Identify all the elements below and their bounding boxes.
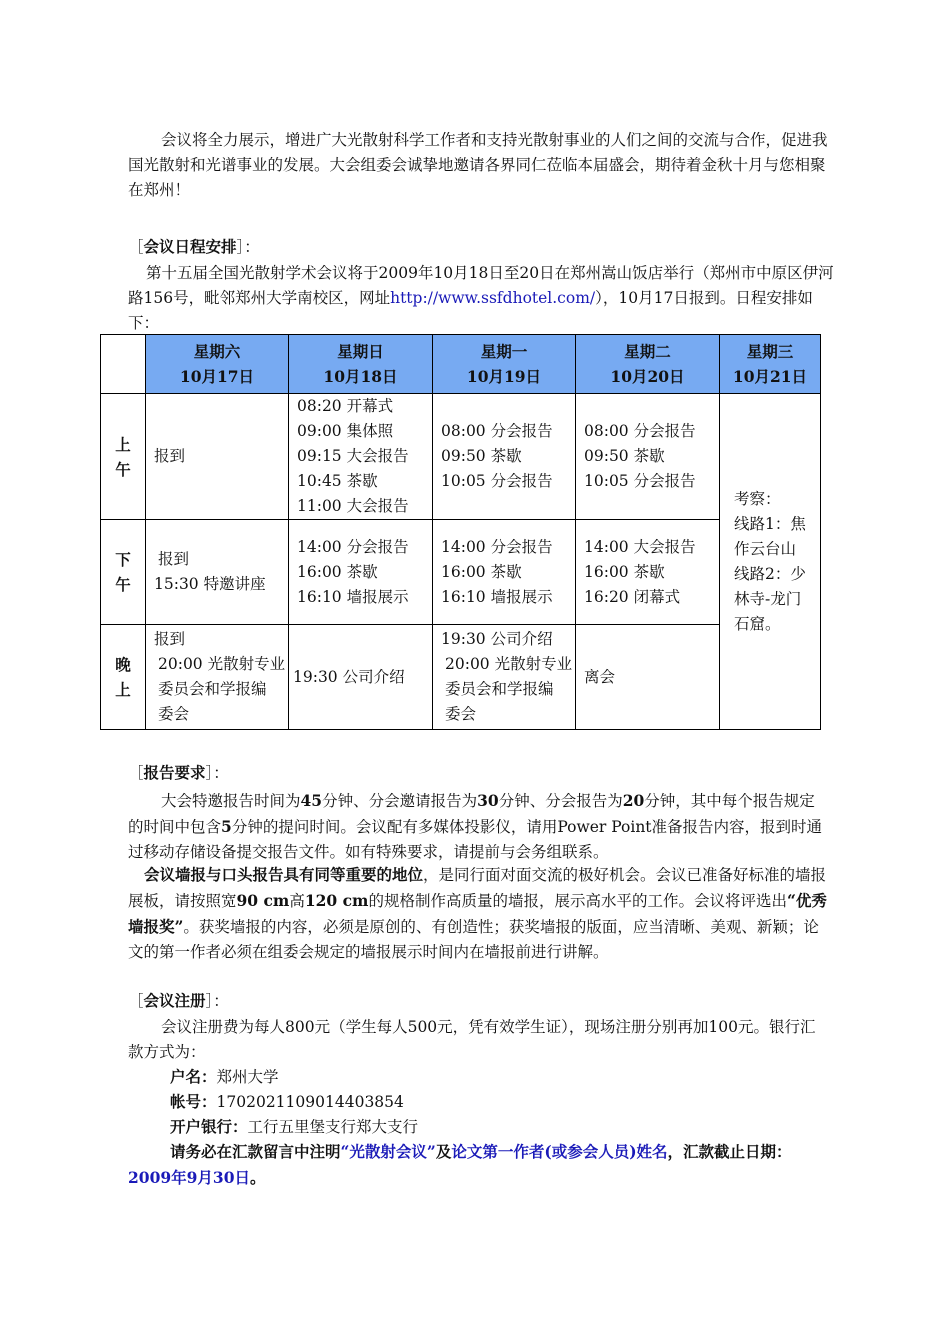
afternoon-d2: 14:00 分会报告 16:00 茶歇 16:10 墙报展示 xyxy=(289,520,433,625)
table-header-row xyxy=(101,335,821,394)
afternoon-row xyxy=(101,520,821,625)
account-name-line: 户名：郑州大学 xyxy=(170,1067,279,1086)
bracket-open: ［ xyxy=(128,238,144,256)
bracket-open: ［ xyxy=(128,764,144,782)
schedule-intro-post: ），10月17日报到。日程安排如下： xyxy=(128,289,813,332)
registration-heading-text: 会议注册 xyxy=(143,991,206,1010)
evening-d4: 离会 xyxy=(576,625,720,730)
report-heading-text: 报告要求 xyxy=(143,763,206,782)
registration-paragraph: 会议注册费为每人800元（学生每人500元，凭有效学生证），现场注册分别再加100元。银行汇款方式为： xyxy=(128,1018,816,1061)
remittance-note: 请务必在汇款留言中注明“光散射会议”及论文第一作者(或参会人员)姓名，汇款截止日期：2009年9月30日。 xyxy=(128,1142,792,1187)
period-morning: 上 午 xyxy=(101,394,146,520)
bracket-close: ］： xyxy=(205,992,229,1010)
bank-line: 开户银行：工行五里堡支行郑大支行 xyxy=(170,1117,419,1136)
day-header: 星期三 10月21日 xyxy=(720,335,821,394)
bracket-close: ］： xyxy=(236,238,260,256)
hotel-url-link[interactable]: http://www.ssfdhotel.com/ xyxy=(390,289,596,307)
report-paragraph-2: 会议墙报与口头报告具有同等重要的地位，是同行面对面交流的极好机会。会议已准备好标准的墙报展板，请按照宽90 cm高120 cm的规格制作高质量的墙报，展示高水平的工作。会议将评选出“优秀墙报奖”。获奖墙报的内容，必须是原创的、有创造性；获奖墙报的版面，应当清晰、美观、新颖；论文的第一作者必须在组委会规定的墙报展示时间内在墙报前进行讲解。 xyxy=(128,865,827,961)
morning-d4: 08:00 分会报告 09:50 茶歇 10:05 分会报告 xyxy=(576,394,720,520)
bracket-open: ［ xyxy=(128,992,144,1010)
report-heading xyxy=(128,760,229,786)
morning-d1: 报到 xyxy=(146,394,289,520)
afternoon-d4: 14:00 大会报告 16:00 茶歇 16:20 闭幕式 xyxy=(576,520,720,625)
day-header: 星期一 10月19日 xyxy=(433,335,576,394)
period-afternoon: 下 午 xyxy=(101,520,146,625)
account-number-line: 帐号：1702021109014403854 xyxy=(170,1092,404,1111)
excursion-cell: 考察： 线路1：焦 作云台山 线路2：少 林寺-龙门 石窟。 xyxy=(720,394,821,730)
evening-d3: 19:30 公司介绍 20:00 光散射专业 委员会和学报编 委会 xyxy=(433,625,576,730)
schedule-heading xyxy=(128,234,260,260)
day-header: 星期日 10月18日 xyxy=(289,335,433,394)
day-header: 星期二 10月20日 xyxy=(576,335,720,394)
afternoon-d3: 14:00 分会报告 16:00 茶歇 16:10 墙报展示 xyxy=(433,520,576,625)
schedule-table xyxy=(100,334,821,730)
morning-d2: 08:20 开幕式 09:00 集体照 09:15 大会报告 10:45 茶歇 11:00 大会报告 xyxy=(289,394,433,520)
schedule-intro-pre: 第十五届全国光散射学术会议将于2009年10月18日至20日在郑州嵩山饭店举行（郑州市中原区伊河路156号，毗邻郑州大学南校区，网址 xyxy=(128,264,834,307)
evening-d2: 19:30 公司介绍 xyxy=(289,625,433,730)
schedule-intro xyxy=(128,261,838,336)
day-header: 星期六 10月17日 xyxy=(146,335,289,394)
registration-heading xyxy=(128,988,229,1014)
morning-row xyxy=(101,394,821,520)
evening-d1: 报到 20:00 光散射专业 委员会和学报编 委会 xyxy=(146,625,289,730)
afternoon-d1: 报到 15:30 特邀讲座 xyxy=(146,520,289,625)
evening-row xyxy=(101,625,821,730)
morning-d3: 08:00 分会报告 09:50 茶歇 10:05 分会报告 xyxy=(433,394,576,520)
intro-paragraph: 会议将全力展示，增进广大光散射科学工作者和支持光散射事业的人们之间的交流与合作，促进我国光散射和光谱事业的发展。大会组委会诚挚地邀请各界同仁莅临本届盛会，期待着金秋十月与您相聚在郑州！ xyxy=(128,131,828,199)
table-corner xyxy=(101,335,146,394)
report-paragraph-1: 大会特邀报告时间为45分钟、分会邀请报告为30分钟、分会报告为20分钟，其中每个报告规定的时间中包含5分钟的提问时间。会议配有多媒体投影仪，请用Power Point准备报告内容，报到时通过移动存储设备提交报告文件。如有特殊要求，请提前与会务组联系。 xyxy=(128,791,823,861)
schedule-heading-text: 会议日程安排 xyxy=(143,237,237,256)
bracket-close: ］： xyxy=(205,764,229,782)
period-evening: 晚 上 xyxy=(101,625,146,730)
